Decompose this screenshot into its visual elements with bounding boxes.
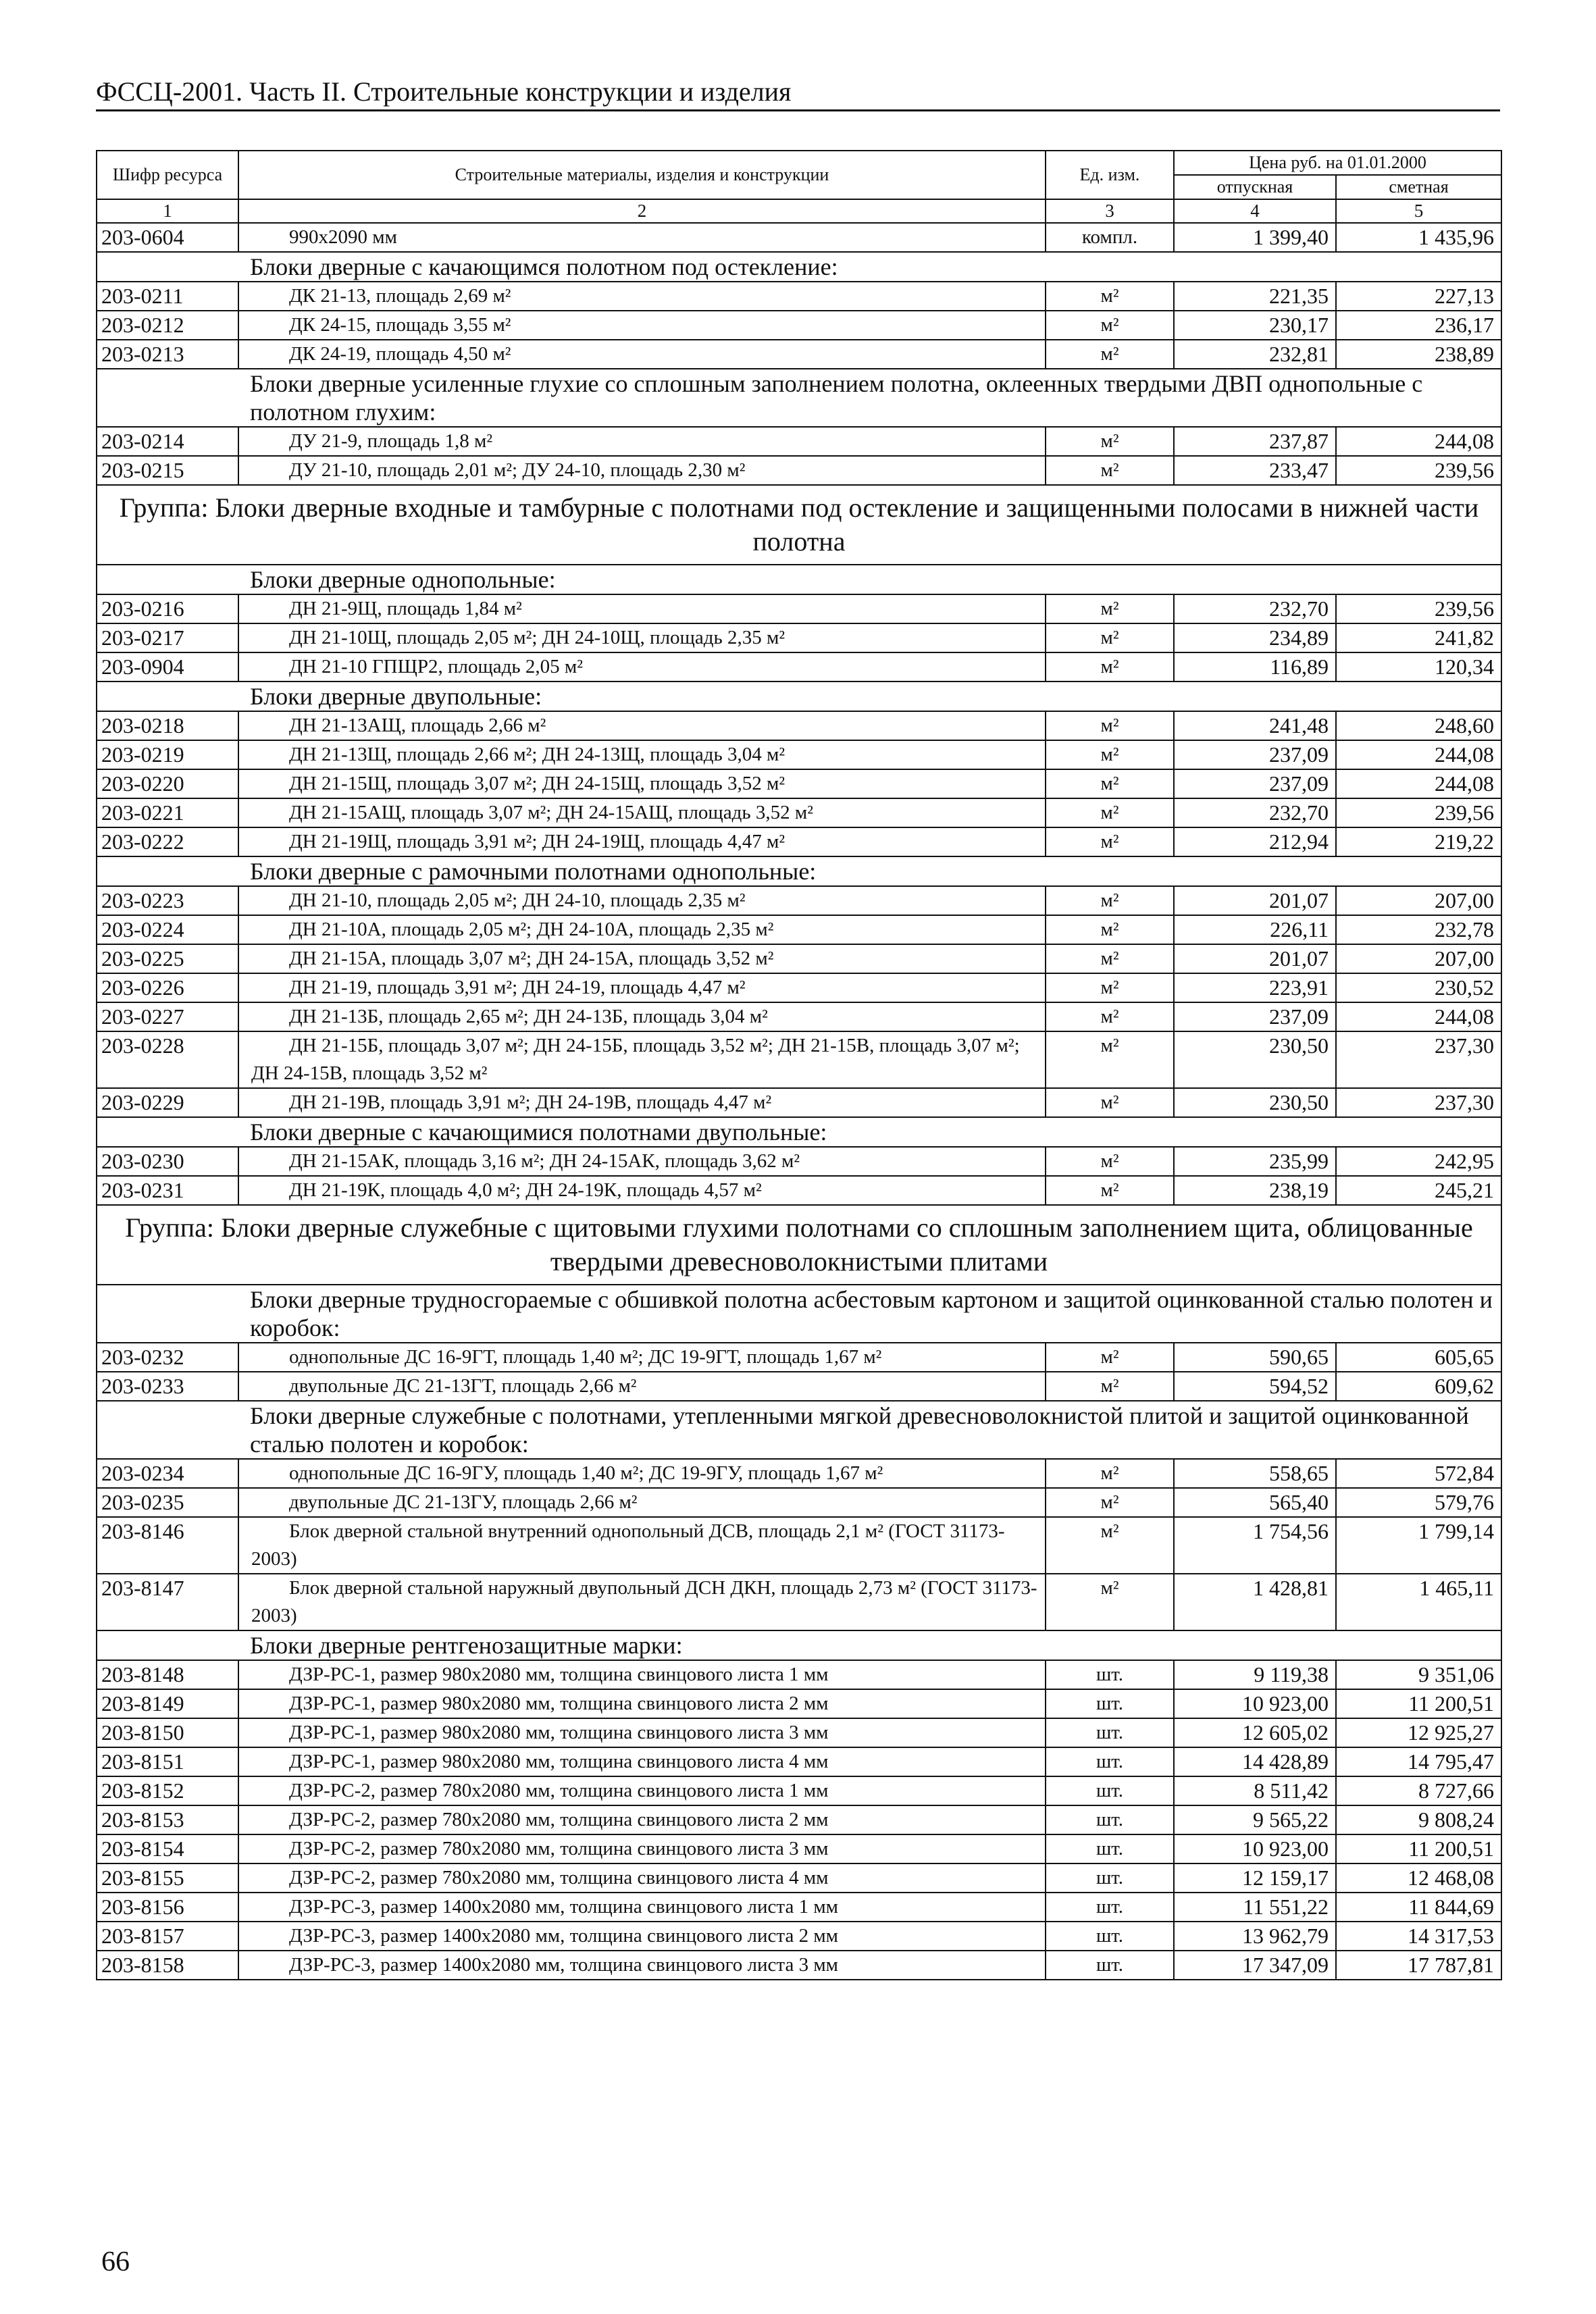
item-name: ДН 21-19В, площадь 3,91 м²; ДН 24-19В, площадь 4,47 м² xyxy=(238,1088,1046,1117)
price-release: 230,17 xyxy=(1174,311,1336,340)
item-name: ДН 21-10А, площадь 2,05 м²; ДН 24-10А, площадь 2,35 м² xyxy=(238,915,1046,944)
item-name: ДЗР-РС-1, размер 980х2080 мм, толщина свинцового листа 4 мм xyxy=(238,1747,1046,1776)
table-row xyxy=(97,1343,1501,1372)
item-unit: шт. xyxy=(1046,1689,1174,1718)
resource-code: 203-0233 xyxy=(97,1372,238,1401)
item-name: ДН 21-10Щ, площадь 2,05 м²; ДН 24-10Щ, площадь 2,35 м² xyxy=(238,623,1046,652)
table-row xyxy=(97,1718,1501,1747)
resource-code: 203-8153 xyxy=(97,1805,238,1834)
item-unit: м² xyxy=(1046,594,1174,623)
item-unit: м² xyxy=(1046,1459,1174,1488)
price-estimate: 609,62 xyxy=(1336,1372,1501,1401)
price-estimate: 232,78 xyxy=(1336,915,1501,944)
item-name: однопольные ДС 16-9ГУ, площадь 1,40 м²; ДС 19-9ГУ, площадь 1,67 м² xyxy=(238,1459,1046,1488)
resource-code: 203-0220 xyxy=(97,769,238,798)
item-unit: м² xyxy=(1046,282,1174,311)
item-unit: шт. xyxy=(1046,1660,1174,1689)
resource-code: 203-8157 xyxy=(97,1922,238,1951)
table-row xyxy=(97,223,1501,252)
item-name: ДЗР-РС-1, размер 980х2080 мм, толщина свинцового листа 1 мм xyxy=(238,1660,1046,1689)
table-row xyxy=(97,1031,1501,1088)
resource-code: 203-0224 xyxy=(97,915,238,944)
price-release: 116,89 xyxy=(1174,652,1336,682)
price-release: 237,09 xyxy=(1174,740,1336,769)
resource-code: 203-8152 xyxy=(97,1776,238,1805)
title-rule xyxy=(96,109,1500,111)
price-release: 237,87 xyxy=(1174,427,1336,456)
price-release: 1 399,40 xyxy=(1174,223,1336,252)
table-row xyxy=(97,1689,1501,1718)
resource-code: 203-0226 xyxy=(97,973,238,1002)
table-row xyxy=(97,1776,1501,1805)
item-name: Блок дверной стальной наружный двупольный ДСН ДКН, площадь 2,73 м² (ГОСТ 31173-2003) xyxy=(238,1574,1046,1630)
price-estimate: 242,95 xyxy=(1336,1147,1501,1176)
price-release: 201,07 xyxy=(1174,944,1336,973)
price-estimate: 244,08 xyxy=(1336,427,1501,456)
item-name: ДЗР-РС-2, размер 780х2080 мм, толщина свинцового листа 4 мм xyxy=(238,1863,1046,1893)
item-unit: шт. xyxy=(1046,1805,1174,1834)
section-label: Блоки дверные с рамочными полотнами однопольные: xyxy=(97,856,1501,886)
section-label: Блоки дверные трудносгораемые с обшивкой полотна асбестовым картоном и защитой оцинкованной сталью полотен и коробок: xyxy=(97,1285,1501,1343)
item-name: ДН 21-13АЩ, площадь 2,66 м² xyxy=(238,711,1046,740)
section-row xyxy=(97,1285,1501,1343)
resource-code: 203-0213 xyxy=(97,340,238,369)
resource-code: 203-0212 xyxy=(97,311,238,340)
price-release: 230,50 xyxy=(1174,1088,1336,1117)
table-row xyxy=(97,769,1501,798)
item-name: ДН 21-15АК, площадь 3,16 м²; ДН 24-15АК, площадь 3,62 м² xyxy=(238,1147,1046,1176)
item-unit: шт. xyxy=(1046,1922,1174,1951)
item-unit: м² xyxy=(1046,711,1174,740)
item-unit: м² xyxy=(1046,769,1174,798)
price-release: 590,65 xyxy=(1174,1343,1336,1372)
section-label: Блоки дверные усиленные глухие со сплошным заполнением полотна, оклеенных твердыми ДВП однопольные с полотном глухим: xyxy=(97,369,1501,427)
page-title: ФССЦ-2001. Часть II. Строительные конструкции и изделия xyxy=(96,76,792,107)
price-estimate: 219,22 xyxy=(1336,827,1501,856)
resource-code: 203-0234 xyxy=(97,1459,238,1488)
price-table xyxy=(96,150,1502,1980)
price-estimate: 244,08 xyxy=(1336,769,1501,798)
price-estimate: 9 351,06 xyxy=(1336,1660,1501,1689)
price-estimate: 227,13 xyxy=(1336,282,1501,311)
column-number: 5 xyxy=(1336,199,1501,223)
item-unit: м² xyxy=(1046,1343,1174,1372)
price-release: 241,48 xyxy=(1174,711,1336,740)
item-unit: м² xyxy=(1046,623,1174,652)
item-unit: шт. xyxy=(1046,1951,1174,1980)
price-estimate: 605,65 xyxy=(1336,1343,1501,1372)
item-name: ДЗР-РС-1, размер 980х2080 мм, толщина свинцового листа 3 мм xyxy=(238,1718,1046,1747)
resource-code: 203-0216 xyxy=(97,594,238,623)
table-row xyxy=(97,1088,1501,1117)
section-label: Блоки дверные с качающимися полотнами двупольные: xyxy=(97,1117,1501,1147)
section-row xyxy=(97,1401,1501,1459)
price-release: 8 511,42 xyxy=(1174,1776,1336,1805)
header-unit: Ед. изм. xyxy=(1046,151,1174,199)
table-row xyxy=(97,1863,1501,1893)
table-row xyxy=(97,1488,1501,1517)
price-estimate: 238,89 xyxy=(1336,340,1501,369)
price-estimate: 1 799,14 xyxy=(1336,1517,1501,1574)
item-unit: м² xyxy=(1046,1372,1174,1401)
resource-code: 203-0219 xyxy=(97,740,238,769)
item-unit: м² xyxy=(1046,1176,1174,1205)
price-release: 237,09 xyxy=(1174,1002,1336,1031)
header-price-group: Цена руб. на 01.01.2000 xyxy=(1174,151,1501,175)
item-unit: шт. xyxy=(1046,1776,1174,1805)
section-row xyxy=(97,369,1501,427)
resource-code: 203-0217 xyxy=(97,623,238,652)
table-row xyxy=(97,652,1501,682)
resource-code: 203-8149 xyxy=(97,1689,238,1718)
price-estimate: 245,21 xyxy=(1336,1176,1501,1205)
price-estimate: 241,82 xyxy=(1336,623,1501,652)
price-estimate: 572,84 xyxy=(1336,1459,1501,1488)
resource-code: 203-0229 xyxy=(97,1088,238,1117)
resource-code: 203-0215 xyxy=(97,456,238,485)
table-row xyxy=(97,1834,1501,1863)
item-name: ДЗР-РС-3, размер 1400х2080 мм, толщина свинцового листа 2 мм xyxy=(238,1922,1046,1951)
item-unit: шт. xyxy=(1046,1863,1174,1893)
table-row xyxy=(97,711,1501,740)
resource-code: 203-0227 xyxy=(97,1002,238,1031)
item-name: ДК 21-13, площадь 2,69 м² xyxy=(238,282,1046,311)
item-name: ДК 24-19, площадь 4,50 м² xyxy=(238,340,1046,369)
price-release: 237,09 xyxy=(1174,769,1336,798)
price-release: 11 551,22 xyxy=(1174,1893,1336,1922)
price-release: 14 428,89 xyxy=(1174,1747,1336,1776)
price-release: 226,11 xyxy=(1174,915,1336,944)
price-estimate: 12 468,08 xyxy=(1336,1863,1501,1893)
item-unit: м² xyxy=(1046,1574,1174,1630)
item-name: ДЗР-РС-2, размер 780х2080 мм, толщина свинцового листа 2 мм xyxy=(238,1805,1046,1834)
resource-code: 203-8147 xyxy=(97,1574,238,1630)
table-row xyxy=(97,1176,1501,1205)
resource-code: 203-8146 xyxy=(97,1517,238,1574)
header-name: Строительные материалы, изделия и конструкции xyxy=(238,151,1046,199)
price-estimate: 17 787,81 xyxy=(1336,1951,1501,1980)
table-row xyxy=(97,311,1501,340)
resource-code: 203-0225 xyxy=(97,944,238,973)
resource-code: 203-8148 xyxy=(97,1660,238,1689)
price-release: 238,19 xyxy=(1174,1176,1336,1205)
item-name: 990х2090 мм xyxy=(238,223,1046,252)
price-estimate: 230,52 xyxy=(1336,973,1501,1002)
item-unit: м² xyxy=(1046,740,1174,769)
price-estimate: 120,34 xyxy=(1336,652,1501,682)
item-name: ДН 21-9Щ, площадь 1,84 м² xyxy=(238,594,1046,623)
table-row xyxy=(97,944,1501,973)
price-estimate: 11 200,51 xyxy=(1336,1689,1501,1718)
resource-code: 203-0232 xyxy=(97,1343,238,1372)
price-release: 235,99 xyxy=(1174,1147,1336,1176)
price-estimate: 244,08 xyxy=(1336,1002,1501,1031)
item-unit: м² xyxy=(1046,944,1174,973)
table-row xyxy=(97,623,1501,652)
item-unit: шт. xyxy=(1046,1834,1174,1863)
table-row xyxy=(97,886,1501,915)
table-row xyxy=(97,798,1501,827)
price-estimate: 236,17 xyxy=(1336,311,1501,340)
section-row xyxy=(97,1630,1501,1660)
table-row xyxy=(97,1951,1501,1980)
resource-code: 203-8158 xyxy=(97,1951,238,1980)
resource-code: 203-0218 xyxy=(97,711,238,740)
table-row xyxy=(97,1660,1501,1689)
item-name: Блок дверной стальной внутренний однопольный ДСВ, площадь 2,1 м² (ГОСТ 31173-2003) xyxy=(238,1517,1046,1574)
price-estimate: 1 435,96 xyxy=(1336,223,1501,252)
price-estimate: 8 727,66 xyxy=(1336,1776,1501,1805)
price-estimate: 579,76 xyxy=(1336,1488,1501,1517)
table-row xyxy=(97,340,1501,369)
resource-code: 203-0230 xyxy=(97,1147,238,1176)
price-estimate: 244,08 xyxy=(1336,740,1501,769)
price-release: 17 347,09 xyxy=(1174,1951,1336,1980)
price-release: 558,65 xyxy=(1174,1459,1336,1488)
resource-code: 203-0211 xyxy=(97,282,238,311)
section-label: Блоки дверные рентгенозащитные марки: xyxy=(97,1630,1501,1660)
item-name: ДУ 21-10, площадь 2,01 м²; ДУ 24-10, площадь 2,30 м² xyxy=(238,456,1046,485)
price-estimate: 9 808,24 xyxy=(1336,1805,1501,1834)
item-name: двупольные ДС 21-13ГУ, площадь 2,66 м² xyxy=(238,1488,1046,1517)
item-unit: м² xyxy=(1046,798,1174,827)
item-unit: м² xyxy=(1046,311,1174,340)
resource-code: 203-8155 xyxy=(97,1863,238,1893)
column-number: 2 xyxy=(238,199,1046,223)
price-release: 9 565,22 xyxy=(1174,1805,1336,1834)
price-estimate: 11 200,51 xyxy=(1336,1834,1501,1863)
section-label: Блоки дверные однопольные: xyxy=(97,565,1501,594)
section-label: Блоки дверные служебные с полотнами, утепленными мягкой древесноволокнистой плитой и защитой оцинкованной сталью полотен и коробок: xyxy=(97,1401,1501,1459)
price-release: 223,91 xyxy=(1174,973,1336,1002)
price-release: 12 605,02 xyxy=(1174,1718,1336,1747)
resource-code: 203-8156 xyxy=(97,1893,238,1922)
table-row xyxy=(97,594,1501,623)
item-name: ДН 21-10, площадь 2,05 м²; ДН 24-10, площадь 2,35 м² xyxy=(238,886,1046,915)
price-release: 1 428,81 xyxy=(1174,1574,1336,1630)
price-release: 9 119,38 xyxy=(1174,1660,1336,1689)
table-row xyxy=(97,1574,1501,1630)
item-unit: м² xyxy=(1046,1002,1174,1031)
item-name: ДЗР-РС-2, размер 780х2080 мм, толщина свинцового листа 1 мм xyxy=(238,1776,1046,1805)
column-number: 4 xyxy=(1174,199,1336,223)
item-unit: м² xyxy=(1046,456,1174,485)
section-label: Блоки дверные с качающимся полотном под остекление: xyxy=(97,252,1501,282)
section-label: Блоки дверные двупольные: xyxy=(97,682,1501,711)
section-row xyxy=(97,252,1501,282)
item-unit: шт. xyxy=(1046,1747,1174,1776)
table-row xyxy=(97,1517,1501,1574)
item-unit: компл. xyxy=(1046,223,1174,252)
price-release: 234,89 xyxy=(1174,623,1336,652)
header-price-estimate: сметная xyxy=(1336,175,1501,199)
group-row xyxy=(97,1205,1501,1285)
resource-code: 203-8151 xyxy=(97,1747,238,1776)
item-name: ДН 21-19, площадь 3,91 м²; ДН 24-19, площадь 4,47 м² xyxy=(238,973,1046,1002)
table-row xyxy=(97,827,1501,856)
item-unit: м² xyxy=(1046,827,1174,856)
column-number: 1 xyxy=(97,199,238,223)
group-row xyxy=(97,485,1501,565)
table-row xyxy=(97,282,1501,311)
section-row xyxy=(97,565,1501,594)
item-unit: м² xyxy=(1046,1147,1174,1176)
item-name: ДН 21-15Б, площадь 3,07 м²; ДН 24-15Б, площадь 3,52 м²; ДН 21-15В, площадь 3,07 м²; ДН 24-15В, площадь 3,52 м² xyxy=(238,1031,1046,1088)
item-name: двупольные ДС 21-13ГТ, площадь 2,66 м² xyxy=(238,1372,1046,1401)
price-release: 12 159,17 xyxy=(1174,1863,1336,1893)
price-release: 232,81 xyxy=(1174,340,1336,369)
item-name: ДН 21-15Щ, площадь 3,07 м²; ДН 24-15Щ, площадь 3,52 м² xyxy=(238,769,1046,798)
header-code: Шифр ресурса xyxy=(97,151,238,199)
item-name: ДЗР-РС-2, размер 780х2080 мм, толщина свинцового листа 3 мм xyxy=(238,1834,1046,1863)
price-estimate: 237,30 xyxy=(1336,1088,1501,1117)
table-row xyxy=(97,1805,1501,1834)
resource-code: 203-0604 xyxy=(97,223,238,252)
resource-code: 203-0228 xyxy=(97,1031,238,1088)
table-row xyxy=(97,1922,1501,1951)
item-unit: м² xyxy=(1046,915,1174,944)
item-name: ДН 21-19Щ, площадь 3,91 м²; ДН 24-19Щ, площадь 4,47 м² xyxy=(238,827,1046,856)
price-release: 10 923,00 xyxy=(1174,1834,1336,1863)
table-row xyxy=(97,456,1501,485)
table-row xyxy=(97,915,1501,944)
price-estimate: 11 844,69 xyxy=(1336,1893,1501,1922)
item-unit: м² xyxy=(1046,427,1174,456)
section-row xyxy=(97,1117,1501,1147)
item-unit: м² xyxy=(1046,652,1174,682)
price-release: 230,50 xyxy=(1174,1031,1336,1088)
table-body xyxy=(97,223,1501,1980)
price-estimate: 248,60 xyxy=(1336,711,1501,740)
price-estimate: 239,56 xyxy=(1336,594,1501,623)
price-release: 201,07 xyxy=(1174,886,1336,915)
table-row xyxy=(97,1147,1501,1176)
section-row xyxy=(97,682,1501,711)
item-name: ДЗР-РС-1, размер 980х2080 мм, толщина свинцового листа 2 мм xyxy=(238,1689,1046,1718)
price-release: 13 962,79 xyxy=(1174,1922,1336,1951)
resource-code: 203-0214 xyxy=(97,427,238,456)
table-row xyxy=(97,1459,1501,1488)
resource-code: 203-0221 xyxy=(97,798,238,827)
resource-code: 203-8154 xyxy=(97,1834,238,1863)
item-name: ДН 21-19К, площадь 4,0 м²; ДН 24-19К, площадь 4,57 м² xyxy=(238,1176,1046,1205)
column-number: 3 xyxy=(1046,199,1174,223)
item-name: ДЗР-РС-3, размер 1400х2080 мм, толщина свинцового листа 3 мм xyxy=(238,1951,1046,1980)
item-name: однопольные ДС 16-9ГТ, площадь 1,40 м²; ДС 19-9ГТ, площадь 1,67 м² xyxy=(238,1343,1046,1372)
price-release: 10 923,00 xyxy=(1174,1689,1336,1718)
price-release: 1 754,56 xyxy=(1174,1517,1336,1574)
resource-code: 203-8150 xyxy=(97,1718,238,1747)
resource-code: 203-0222 xyxy=(97,827,238,856)
item-name: ДК 24-15, площадь 3,55 м² xyxy=(238,311,1046,340)
header-price-release: отпускная xyxy=(1174,175,1336,199)
item-unit: шт. xyxy=(1046,1893,1174,1922)
table-row xyxy=(97,1893,1501,1922)
page-number: 66 xyxy=(101,2246,130,2278)
price-estimate: 239,56 xyxy=(1336,456,1501,485)
price-release: 232,70 xyxy=(1174,798,1336,827)
item-name: ДН 21-13Щ, площадь 2,66 м²; ДН 24-13Щ, площадь 3,04 м² xyxy=(238,740,1046,769)
item-name: ДН 21-10 ГПЩР2, площадь 2,05 м² xyxy=(238,652,1046,682)
item-name: ДН 21-15А, площадь 3,07 м²; ДН 24-15А, площадь 3,52 м² xyxy=(238,944,1046,973)
price-release: 594,52 xyxy=(1174,1372,1336,1401)
item-unit: м² xyxy=(1046,1031,1174,1088)
table-row xyxy=(97,1002,1501,1031)
resource-code: 203-0904 xyxy=(97,652,238,682)
item-unit: м² xyxy=(1046,1517,1174,1574)
table-row xyxy=(97,1372,1501,1401)
section-row xyxy=(97,856,1501,886)
item-unit: м² xyxy=(1046,886,1174,915)
price-estimate: 207,00 xyxy=(1336,944,1501,973)
item-name: ДУ 21-9, площадь 1,8 м² xyxy=(238,427,1046,456)
item-unit: м² xyxy=(1046,1088,1174,1117)
group-title: Группа: Блоки дверные входные и тамбурные с полотнами под остекление и защищенными полосами в нижней части полотна xyxy=(97,485,1501,565)
price-estimate: 237,30 xyxy=(1336,1031,1501,1088)
item-unit: м² xyxy=(1046,340,1174,369)
item-name: ДЗР-РС-3, размер 1400х2080 мм, толщина свинцового листа 1 мм xyxy=(238,1893,1046,1922)
table-row xyxy=(97,973,1501,1002)
table-row xyxy=(97,427,1501,456)
price-estimate: 207,00 xyxy=(1336,886,1501,915)
table-row xyxy=(97,740,1501,769)
price-release: 221,35 xyxy=(1174,282,1336,311)
resource-code: 203-0223 xyxy=(97,886,238,915)
price-release: 565,40 xyxy=(1174,1488,1336,1517)
resource-code: 203-0235 xyxy=(97,1488,238,1517)
price-estimate: 12 925,27 xyxy=(1336,1718,1501,1747)
item-unit: шт. xyxy=(1046,1718,1174,1747)
price-estimate: 1 465,11 xyxy=(1336,1574,1501,1630)
resource-code: 203-0231 xyxy=(97,1176,238,1205)
price-estimate: 239,56 xyxy=(1336,798,1501,827)
price-release: 212,94 xyxy=(1174,827,1336,856)
price-estimate: 14 795,47 xyxy=(1336,1747,1501,1776)
item-unit: м² xyxy=(1046,973,1174,1002)
table-row xyxy=(97,1747,1501,1776)
price-release: 232,70 xyxy=(1174,594,1336,623)
item-unit: м² xyxy=(1046,1488,1174,1517)
price-release: 233,47 xyxy=(1174,456,1336,485)
price-estimate: 14 317,53 xyxy=(1336,1922,1501,1951)
item-name: ДН 21-13Б, площадь 2,65 м²; ДН 24-13Б, площадь 3,04 м² xyxy=(238,1002,1046,1031)
group-title: Группа: Блоки дверные служебные с щитовыми глухими полотнами со сплошным заполнением щита, облицованные твердыми древесноволокнистыми плитами xyxy=(97,1205,1501,1285)
item-name: ДН 21-15АЩ, площадь 3,07 м²; ДН 24-15АЩ, площадь 3,52 м² xyxy=(238,798,1046,827)
